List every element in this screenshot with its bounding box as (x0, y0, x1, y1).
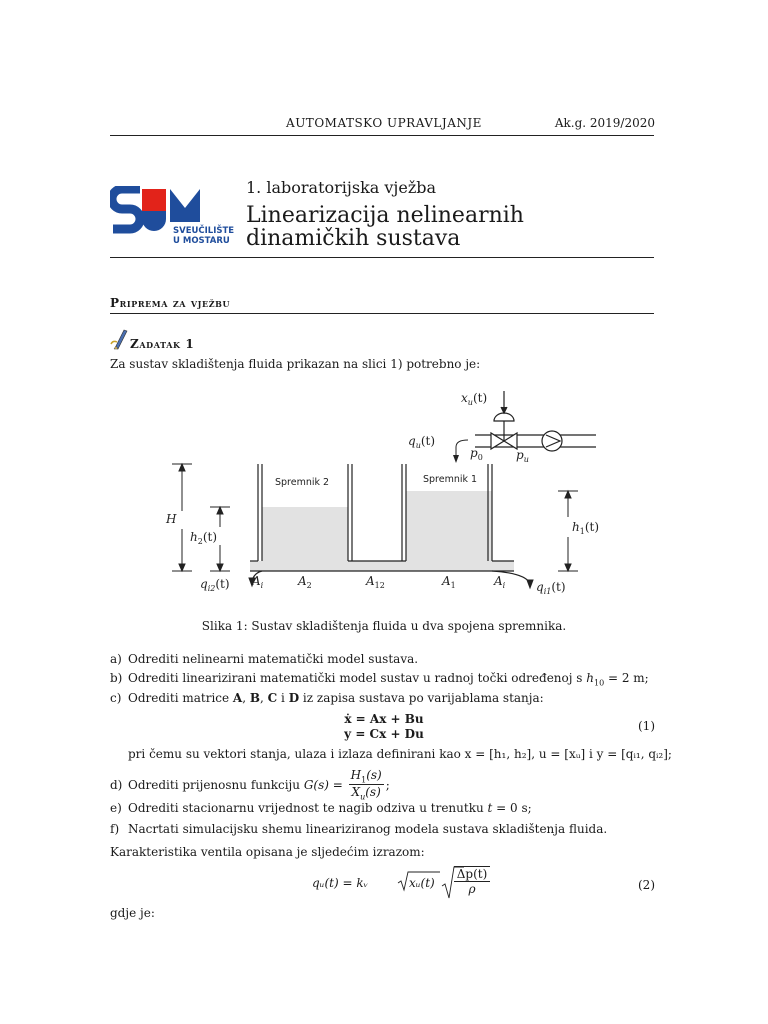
equation-1-line1: ẋ = Ax + Bu (344, 712, 424, 726)
label-h2: $h_2(t)$ (190, 530, 218, 546)
label-tank1: Spremnik 1 (423, 474, 478, 485)
label-qi1: $q_{i1}(t)$ (536, 580, 566, 596)
lab-subtitle: 1. laboratorijska vježba (246, 178, 437, 197)
label-a2: $A_2$ (298, 574, 312, 590)
lab-title-line1: Linearizacija nelinearnih (246, 203, 524, 228)
equation-2-number: (2) (638, 878, 655, 892)
label-pu: $p_u$ (516, 448, 529, 464)
valve-icon (491, 391, 517, 449)
item-b: b) Odrediti linearizirani matematički model sustav u radnoj točki određenoj s $h_{10} = 2$ m; (110, 671, 649, 688)
logo-m-mark (170, 189, 200, 222)
tank-diagram (150, 385, 610, 605)
lab-title-line2: dinamičkih sustava (246, 226, 461, 251)
label-tank2: Spremnik 2 (275, 477, 330, 488)
section-heading: Priprema za vježbu (110, 296, 231, 310)
label-qu: $q_u(t)$ (408, 434, 436, 450)
lab-title (246, 204, 524, 250)
label-qi2: $q_{i2}(t)$ (200, 577, 230, 593)
item-a: a) Odrediti nelinearni matematički model sustava. (110, 652, 419, 666)
academic-year: Ak.g. 2019/2020 (554, 116, 655, 130)
item-e: e) Odrediti stacionarnu vrijednost te nagib odziva u trenutku t = 0 s; (110, 801, 532, 815)
pen-icon (110, 328, 128, 354)
valve-description: Karakteristika ventila opisana je sljedećim izrazom: (110, 845, 425, 859)
label-p0: $p_0$ (470, 446, 483, 462)
university-logo (110, 186, 238, 248)
equation-2-fraction: Δp(t) ρ (454, 866, 490, 896)
tank-diagram-svg (150, 385, 610, 605)
logo-s-mark (112, 189, 140, 229)
tank2-fluid (262, 507, 348, 561)
item-c: c) Odrediti matrice A, B, C i D iz zapisa sustava po varijablama stanja: (110, 691, 544, 705)
label-xu: $x_u(t)$ (461, 391, 488, 407)
label-ai-right: $A_i$ (494, 574, 506, 590)
logo-u-mark (142, 189, 166, 211)
item-d: d) Odrediti prijenosnu funkciju G(s) = $\frac{H_1(s)}{X_u(s)}$ ; (110, 768, 390, 802)
equation-1-line2: y = Cx + Du (344, 727, 424, 741)
title-rule (110, 257, 654, 258)
task-intro: Za sustav skladištenja fluida prikazan na slici 1) potrebno je: (110, 357, 481, 371)
label-ai-left: $A_i$ (252, 574, 264, 590)
item-f: f) Nacrtati simulacijsku shemu lineariziranog modela sustava skladištenja fluida. (110, 822, 608, 836)
label-H: H (166, 512, 177, 526)
tank1-fluid (406, 491, 492, 561)
label-h1: $h_1(t)$ (572, 520, 600, 536)
pump-icon (542, 431, 562, 451)
header-rule (110, 135, 654, 136)
equation-1-number: (1) (638, 719, 655, 733)
label-a1: $A_1$ (442, 574, 456, 590)
logo-line2: U MOSTARU (173, 236, 230, 246)
label-a12: $A_{12}$ (366, 574, 385, 590)
equation-1-explanation: pri čemu su vektori stanja, ulaza i izlaza definirani kao x = [h₁, h₂], u = [xᵤ] i y = [qᵢ₁, qᵢ₂]; (128, 747, 672, 761)
bottom-channel-fluid (250, 561, 514, 571)
logo-line1: SVEUČILIŠTE (173, 226, 235, 236)
task-heading: Zadatak 1 (130, 337, 195, 351)
footer-text: gdje je: (110, 906, 155, 920)
equation-2-lhs: qᵤ(t) = kᵥ (312, 876, 369, 890)
figure-caption: Slika 1: Sustav skladištenja fluida u dva spojena spremnika. (201, 619, 567, 633)
transfer-function-fraction: $\frac{H_1(s)}{X_u(s)}$ (350, 768, 382, 802)
course-title: AUTOMATSKO UPRAVLJANJE (286, 116, 482, 130)
logo-graphic (110, 186, 238, 248)
section-rule (110, 313, 654, 314)
equation-2-sqrt1: xᵤ(t) (409, 876, 435, 890)
